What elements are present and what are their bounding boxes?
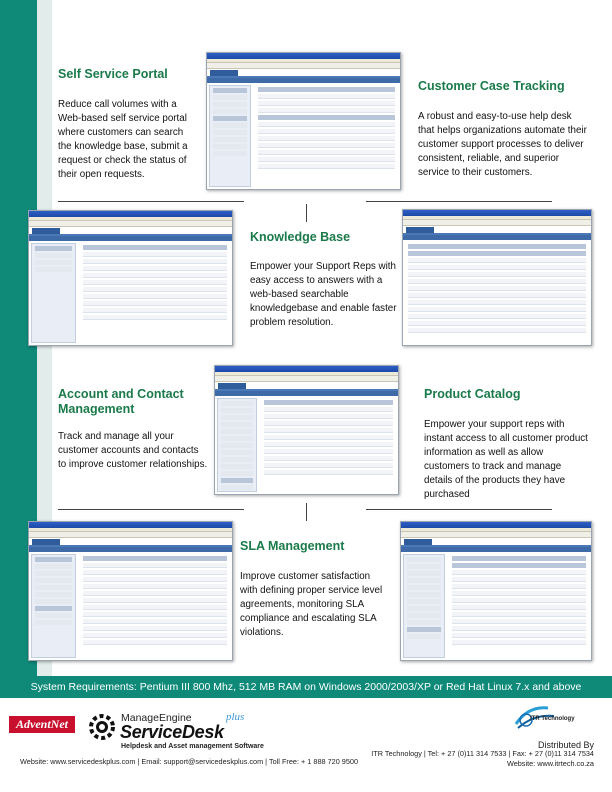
distributed-by-label: Distributed By xyxy=(537,740,594,750)
self-service-heading: Self Service Portal xyxy=(58,67,168,81)
connector-top xyxy=(306,204,307,222)
servicedesk-name: ServiceDesk xyxy=(120,722,224,742)
screenshot-knowledge-left xyxy=(28,210,233,346)
itr-logo-text: ITR Technology xyxy=(530,716,575,722)
knowledge-base-text: Empower your Support Reps with easy access to answers with a web-based searchable knowledgebase and enable faster problem resolution. xyxy=(250,261,397,328)
distributor-contact-line: ITR Technology | Tel: + 27 (0)11 314 7533 | Fax: + 27 (0)11 314 7534 xyxy=(371,749,594,758)
case-tracking-heading: Customer Case Tracking xyxy=(418,79,565,93)
account-contact-text: Track and manage all your customer accounts and contacts to improve customer relationships. xyxy=(58,431,208,470)
connector-bottom xyxy=(306,503,307,521)
system-requirements-text: System Requirements: Pentium III 800 Mhz, 512 MB RAM on Windows 2000/2003/XP or Red Hat Linux 7.x and above xyxy=(30,681,582,693)
divider-bottom-left xyxy=(58,509,244,510)
sla-heading: SLA Management xyxy=(240,539,345,553)
adventnet-logo: AdventNet xyxy=(9,716,75,733)
divider-top-right xyxy=(366,201,552,202)
vendor-contact-line: Website: www.servicedeskplus.com | Email: support@servicedeskplus.com | Toll Free: + 1 888 720 9500 xyxy=(20,757,359,766)
distributor-website: Website: www.itrtech.co.za xyxy=(506,759,594,768)
screenshot-case-tracking xyxy=(402,209,592,346)
case-tracking-text: A robust and easy-to-use help desk that helps organizations automate their customer support processes to deliver consistent, reliable, and superior service to their customers. xyxy=(418,111,587,178)
divider-bottom-right xyxy=(366,509,552,510)
screenshot-self-service xyxy=(206,52,401,190)
divider-top-left xyxy=(58,201,244,202)
product-catalog-heading: Product Catalog xyxy=(424,387,521,401)
knowledge-base-heading: Knowledge Base xyxy=(250,230,351,244)
servicedesk-gear-icon xyxy=(87,712,117,742)
self-service-text: Reduce call volumes with a Web-based self service portal where customers can search the knowledge base, submit a request or check the status of their open requests. xyxy=(58,99,188,180)
account-contact-heading: Account and Contact Management xyxy=(58,387,184,416)
product-catalog-text: Empower your support reps with instant access to all customer product information as well as allow customers to track and manage details of the products they have purchased xyxy=(424,419,588,500)
sla-text: Improve customer satisfaction with defining proper service level agreements, monitoring SLA compliance and escalating SLA violations. xyxy=(240,571,383,638)
servicedesk-plus-mark: plus xyxy=(226,711,245,723)
screenshot-account-contact xyxy=(28,521,233,661)
servicedesk-tagline: Helpdesk and Asset management Software xyxy=(121,743,264,750)
manageengine-name: ManageEngine xyxy=(121,712,192,724)
screenshot-configuration xyxy=(214,365,399,495)
screenshot-product-catalog xyxy=(400,521,592,661)
